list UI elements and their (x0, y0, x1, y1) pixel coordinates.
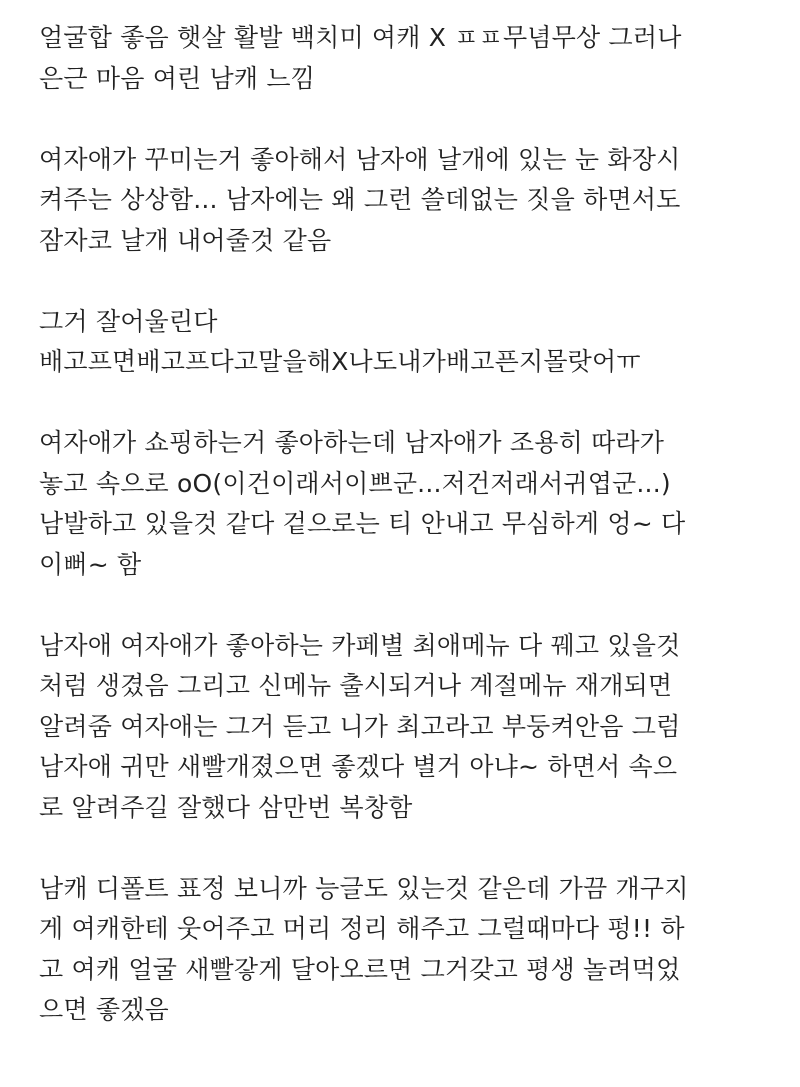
text-line: 잠자코 날개 내어줄것 같음 (39, 225, 332, 255)
text-line: 남캐 디폴트 표정 보니까 능글도 있는것 같은데 가끔 개구지 (39, 873, 689, 903)
paragraph-5 (39, 626, 779, 829)
text-line: 여자애가 쇼핑하는거 좋아하는데 남자애가 조용히 따라가 (39, 428, 665, 457)
text-line: 얼굴합 좋음 햇살 활발 백치미 여캐 X ㅍㅍ무념무상 그러나 (39, 23, 682, 52)
text-line: 그거 잘어울린다 (39, 306, 218, 336)
paragraph-3 (39, 302, 779, 383)
text-line: 남자애 귀만 새빨개졌으면 좋겠다 별거 아냐~ 하면서 속으 (39, 752, 678, 781)
text-line: 배고프면배고프다고말을해X나도내가배고픈지몰랏어ㅠ (39, 347, 641, 376)
text-line: 놓고 속으로 oO(이건이래서이쁘군...저건저래서귀엽군...) (39, 468, 671, 498)
text-line: 게 여캐한테 웃어주고 머리 정리 해주고 그럴때마다 펑!! 하 (39, 914, 685, 943)
text-line: 여자애가 꾸미는거 좋아해서 남자애 날개에 있는 눈 화장시 (39, 144, 681, 174)
paragraph-2 (39, 140, 779, 262)
paragraph-1 (39, 18, 779, 99)
text-line: 이뻐~ 함 (39, 549, 142, 579)
text-line: 켜주는 상상함... 남자에는 왜 그런 쓸데없는 짓을 하면서도 (39, 185, 681, 214)
text-line: 은근 마음 여린 남캐 느낌 (39, 63, 316, 93)
text-line: 알려줌 여자애는 그거 듣고 니가 최고라고 부둥켜안음 그럼 (39, 711, 681, 741)
paragraph-4 (39, 423, 779, 585)
document-body (39, 18, 779, 1031)
paragraph-6 (39, 869, 779, 1031)
text-line: 고 여캐 얼굴 새빨갛게 달아오르면 그거갖고 평생 놀려먹었 (39, 954, 681, 984)
text-line: 로 알려주길 잘했다 삼만번 복창함 (39, 792, 413, 822)
text-line: 남발하고 있을것 같다 겉으로는 티 안내고 무심하게 엉~ 다 (39, 509, 686, 538)
text-line: 으면 좋겠음 (39, 995, 169, 1024)
text-line: 남자애 여자애가 좋아하는 카페별 최애메뉴 다 꿰고 있을것 (39, 630, 681, 660)
text-line: 처럼 생겼음 그리고 신메뉴 출시되거나 계절메뉴 재개되면 (39, 671, 673, 700)
